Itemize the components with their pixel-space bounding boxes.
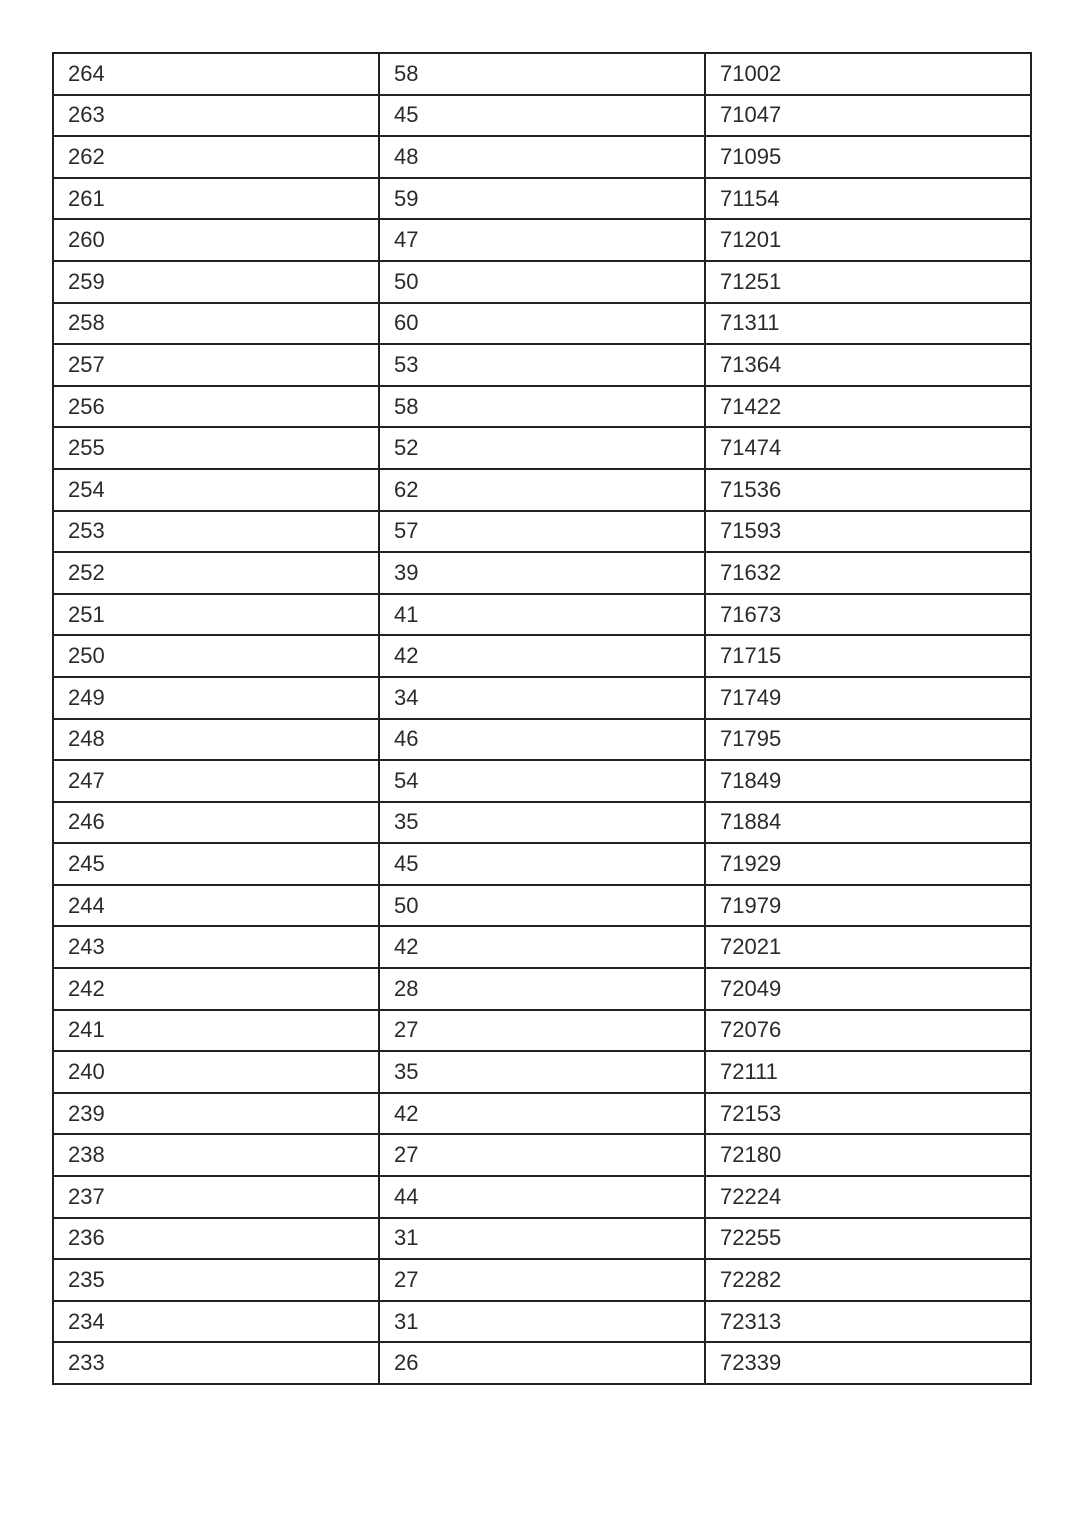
count-cell: 57	[379, 511, 705, 553]
cumulative-cell: 71929	[705, 843, 1031, 885]
score-cell: 263	[53, 95, 379, 137]
table-row	[53, 1218, 1031, 1260]
score-cell: 241	[53, 1010, 379, 1052]
cumulative-cell: 72224	[705, 1176, 1031, 1218]
count-cell: 35	[379, 1051, 705, 1093]
score-cell: 260	[53, 219, 379, 261]
count-cell: 41	[379, 594, 705, 636]
table-row	[53, 136, 1031, 178]
count-cell: 54	[379, 760, 705, 802]
table-row	[53, 968, 1031, 1010]
cumulative-cell: 72076	[705, 1010, 1031, 1052]
score-cell: 258	[53, 303, 379, 345]
count-cell: 42	[379, 635, 705, 677]
score-table-body	[53, 53, 1031, 1384]
score-cell: 247	[53, 760, 379, 802]
cumulative-cell: 71536	[705, 469, 1031, 511]
table-row	[53, 1342, 1031, 1384]
cumulative-cell: 71849	[705, 760, 1031, 802]
count-cell: 58	[379, 386, 705, 428]
table-row	[53, 719, 1031, 761]
count-cell: 45	[379, 843, 705, 885]
cumulative-cell: 71201	[705, 219, 1031, 261]
score-cell: 255	[53, 427, 379, 469]
count-cell: 39	[379, 552, 705, 594]
cumulative-cell: 71673	[705, 594, 1031, 636]
cumulative-cell: 71095	[705, 136, 1031, 178]
cumulative-cell: 72111	[705, 1051, 1031, 1093]
cumulative-cell: 71593	[705, 511, 1031, 553]
count-cell: 42	[379, 1093, 705, 1135]
score-cell: 253	[53, 511, 379, 553]
count-cell: 27	[379, 1259, 705, 1301]
score-cell: 250	[53, 635, 379, 677]
count-cell: 46	[379, 719, 705, 761]
score-cell: 237	[53, 1176, 379, 1218]
score-cell: 238	[53, 1134, 379, 1176]
table-row	[53, 95, 1031, 137]
cumulative-cell: 72180	[705, 1134, 1031, 1176]
table-row	[53, 303, 1031, 345]
cumulative-cell: 71002	[705, 53, 1031, 95]
count-cell: 60	[379, 303, 705, 345]
table-row	[53, 552, 1031, 594]
score-cell: 249	[53, 677, 379, 719]
count-cell: 50	[379, 261, 705, 303]
score-cell: 240	[53, 1051, 379, 1093]
count-cell: 58	[379, 53, 705, 95]
cumulative-cell: 72049	[705, 968, 1031, 1010]
cumulative-cell: 71884	[705, 802, 1031, 844]
cumulative-cell: 72153	[705, 1093, 1031, 1135]
count-cell: 31	[379, 1301, 705, 1343]
cumulative-cell: 71979	[705, 885, 1031, 927]
score-cell: 256	[53, 386, 379, 428]
cumulative-cell: 71154	[705, 178, 1031, 220]
score-cell: 254	[53, 469, 379, 511]
table-row	[53, 677, 1031, 719]
score-table	[52, 52, 1032, 1385]
count-cell: 62	[379, 469, 705, 511]
score-cell: 259	[53, 261, 379, 303]
table-row	[53, 344, 1031, 386]
cumulative-cell: 71715	[705, 635, 1031, 677]
table-row	[53, 1010, 1031, 1052]
score-cell: 239	[53, 1093, 379, 1135]
count-cell: 27	[379, 1010, 705, 1052]
table-row	[53, 53, 1031, 95]
score-cell: 245	[53, 843, 379, 885]
score-cell: 251	[53, 594, 379, 636]
cumulative-cell: 71749	[705, 677, 1031, 719]
score-cell: 234	[53, 1301, 379, 1343]
count-cell: 44	[379, 1176, 705, 1218]
count-cell: 28	[379, 968, 705, 1010]
score-cell: 244	[53, 885, 379, 927]
cumulative-cell: 71047	[705, 95, 1031, 137]
cumulative-cell: 72255	[705, 1218, 1031, 1260]
table-row	[53, 469, 1031, 511]
table-row	[53, 1301, 1031, 1343]
count-cell: 52	[379, 427, 705, 469]
count-cell: 42	[379, 926, 705, 968]
score-cell: 261	[53, 178, 379, 220]
score-cell: 236	[53, 1218, 379, 1260]
count-cell: 53	[379, 344, 705, 386]
table-row	[53, 1134, 1031, 1176]
cumulative-cell: 71364	[705, 344, 1031, 386]
table-row	[53, 1259, 1031, 1301]
count-cell: 27	[379, 1134, 705, 1176]
table-row	[53, 760, 1031, 802]
score-cell: 235	[53, 1259, 379, 1301]
table-row	[53, 427, 1031, 469]
table-row	[53, 386, 1031, 428]
count-cell: 26	[379, 1342, 705, 1384]
score-cell: 246	[53, 802, 379, 844]
count-cell: 50	[379, 885, 705, 927]
cumulative-cell: 71632	[705, 552, 1031, 594]
table-row	[53, 219, 1031, 261]
cumulative-cell: 71251	[705, 261, 1031, 303]
table-row	[53, 261, 1031, 303]
score-cell: 262	[53, 136, 379, 178]
count-cell: 47	[379, 219, 705, 261]
cumulative-cell: 72339	[705, 1342, 1031, 1384]
table-row	[53, 594, 1031, 636]
table-row	[53, 178, 1031, 220]
score-cell: 252	[53, 552, 379, 594]
score-cell: 248	[53, 719, 379, 761]
table-row	[53, 1093, 1031, 1135]
table-row	[53, 885, 1031, 927]
table-row	[53, 511, 1031, 553]
cumulative-cell: 71474	[705, 427, 1031, 469]
cumulative-cell: 71311	[705, 303, 1031, 345]
table-row	[53, 1176, 1031, 1218]
table-row	[53, 926, 1031, 968]
score-cell: 257	[53, 344, 379, 386]
cumulative-cell: 71422	[705, 386, 1031, 428]
count-cell: 35	[379, 802, 705, 844]
cumulative-cell: 72313	[705, 1301, 1031, 1343]
count-cell: 34	[379, 677, 705, 719]
cumulative-cell: 71795	[705, 719, 1031, 761]
score-cell: 242	[53, 968, 379, 1010]
table-row	[53, 802, 1031, 844]
count-cell: 48	[379, 136, 705, 178]
cumulative-cell: 72282	[705, 1259, 1031, 1301]
score-cell: 243	[53, 926, 379, 968]
count-cell: 59	[379, 178, 705, 220]
table-row	[53, 843, 1031, 885]
cumulative-cell: 72021	[705, 926, 1031, 968]
score-cell: 264	[53, 53, 379, 95]
count-cell: 31	[379, 1218, 705, 1260]
table-row	[53, 1051, 1031, 1093]
table-row	[53, 635, 1031, 677]
count-cell: 45	[379, 95, 705, 137]
score-cell: 233	[53, 1342, 379, 1384]
